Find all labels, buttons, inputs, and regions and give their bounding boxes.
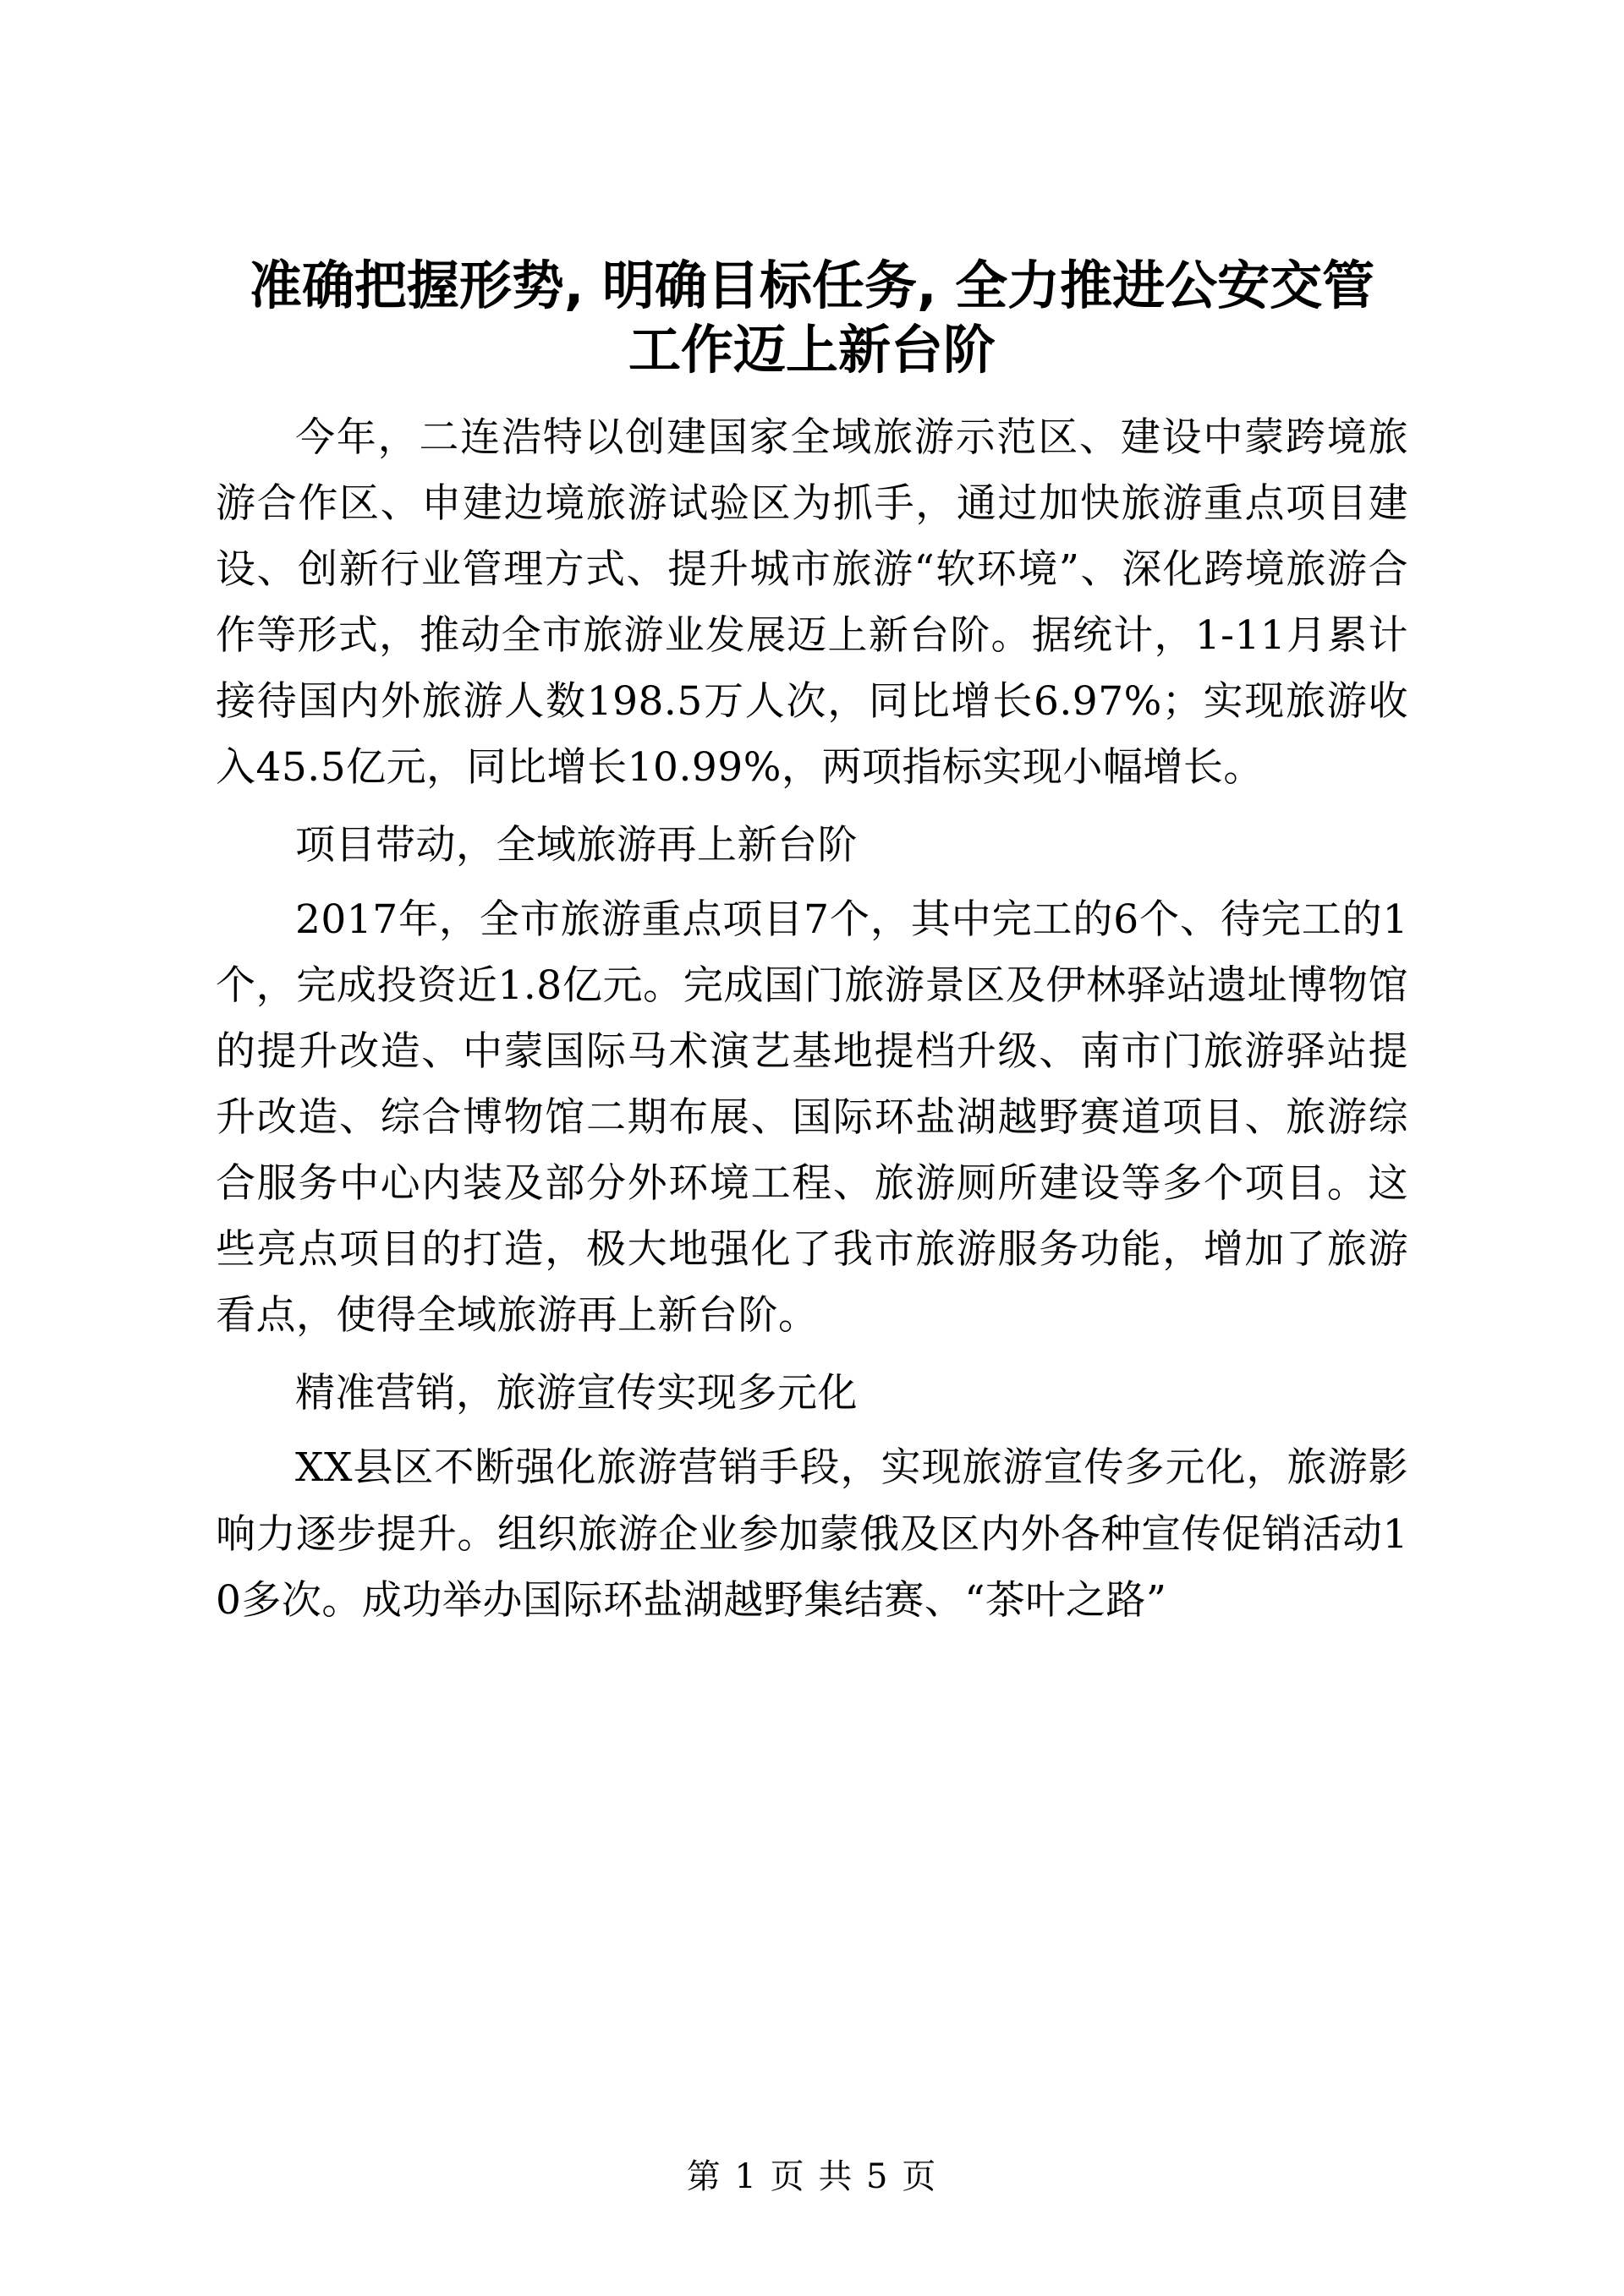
section-heading-project: 项目带动，全域旅游再上新台阶 (295, 822, 858, 869)
page-title: 准确把握形势, 明确目标任务, 全力推进公安交管工作迈上新台阶 (249, 255, 1375, 381)
paragraph-marketing: XX县区不断强化旅游营销手段，实现旅游宣传多元化，旅游影响力逐步提升。组织旅游企业参加蒙俄及区内外各种宣传促销活动10多次。成功举办国际环盐湖越野集结赛、“茶叶之路” (216, 1444, 1408, 1624)
paragraph-intro: 今年，二连浩特以创建国家全域旅游示范区、建设中蒙跨境旅游合作区、申建边境旅游试验区为抓手，通过加快旅游重点项目建设、创新行业管理方式、提升城市旅游“软环境”、深化跨境旅游合作等形式，推动全市旅游业发展迈上新台阶。据统计，1-11月累计接待国内外旅游人数198.5万人次，同比增长6.97%；实现旅游收入45.5亿元，同比增长10.99%，两项指标实现小幅增长。 (216, 414, 1408, 792)
paragraph-project: 2017年，全市旅游重点项目7个，其中完工的6个、待完工的1个，完成投资近1.8亿元。完成国门旅游景区及伊林驿站遗址博物馆的提升改造、中蒙国际马术演艺基地提档升级、南市门旅游驿站提升改造、综合博物馆二期布展、国际环盐湖越野赛道项目、旅游综合服务中心内装及部分外环境工程、旅游厕所建设等多个项目。这些亮点项目的打造，极大地强化了我市旅游服务功能，增加了旅游看点，使得全域旅游再上新台阶。 (216, 896, 1408, 1340)
page-footer: 第 1 页 共 5 页 (686, 2157, 938, 2196)
section-heading-marketing: 精准营销，旅游宣传实现多元化 (295, 1370, 858, 1417)
